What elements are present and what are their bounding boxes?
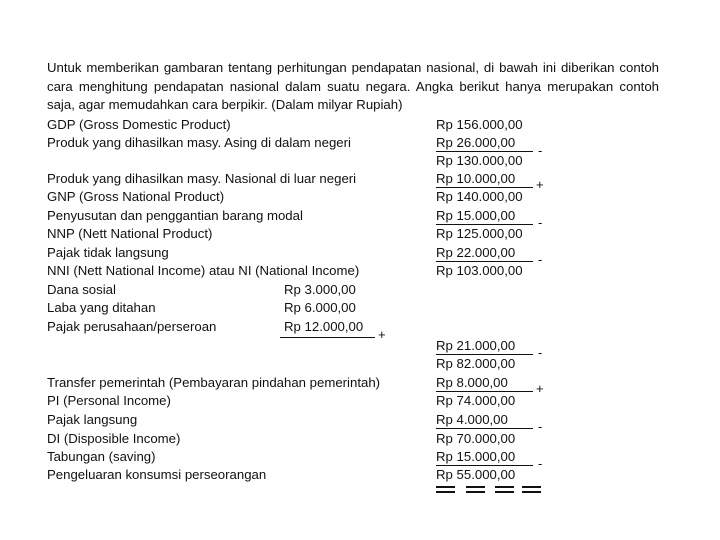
produk-nasional-amount: Rp 10.000,00 [436, 171, 516, 186]
tabungan-label: Tabungan (saving) [47, 449, 156, 464]
produk-asing-amount: Rp 26.000,00 [436, 135, 516, 150]
dana-sosial-amount: Rp 3.000,00 [284, 282, 356, 297]
subtotal-line [280, 337, 375, 338]
transfer-pemerintah-label: Transfer pemerintah (Pembayaran pindahan pemerintah) [47, 375, 381, 390]
minus-operator: - [538, 456, 543, 471]
laba-ditahan-amount: Rp 6.000,00 [284, 300, 356, 315]
nni-label: NNI (Nett National Income) atau NI (National Income) [47, 263, 360, 278]
pajak-perusahaan-label: Pajak perusahaan/perseroan [47, 319, 217, 334]
pajak-perusahaan-amount: Rp 12.000,00 [284, 319, 364, 334]
subtotal-line [436, 391, 533, 392]
double-underline [522, 486, 541, 493]
konsumsi-label: Pengeluaran konsumsi perseorangan [47, 467, 267, 482]
nnp-label: NNP (Nett National Product) [47, 226, 213, 241]
subtotal-line [436, 224, 533, 225]
plus-operator: + [536, 177, 544, 192]
double-underline [466, 486, 485, 493]
plus-operator: + [536, 381, 544, 396]
pajak-langsung-amount: Rp 4.000,00 [436, 412, 508, 427]
dana-sosial-label: Dana sosial [47, 282, 116, 297]
gdp-label: GDP (Gross Domestic Product) [47, 117, 231, 132]
penyusutan-amount: Rp 15.000,00 [436, 208, 516, 223]
pajak-tidak-langsung-label: Pajak tidak langsung [47, 245, 169, 260]
subtotal-line [436, 151, 533, 152]
subtotal-130-amount: Rp 130.000,00 [436, 153, 523, 168]
gdp-amount: Rp 156.000,00 [436, 117, 523, 132]
double-underline [436, 486, 455, 493]
pi-label: PI (Personal Income) [47, 393, 171, 408]
pajak-tidak-langsung-amount: Rp 22.000,00 [436, 245, 516, 260]
minus-operator: - [538, 252, 543, 267]
di-amount: Rp 70.000,00 [436, 431, 516, 446]
nni-amount: Rp 103.000,00 [436, 263, 523, 278]
subtotal-line [436, 261, 533, 262]
subtotal-82-amount: Rp 82.000,00 [436, 356, 516, 371]
minus-operator: - [538, 345, 543, 360]
gnp-label: GNP (Gross National Product) [47, 189, 225, 204]
subtotal-line [436, 187, 533, 188]
minus-operator: - [538, 215, 543, 230]
penyusutan-label: Penyusutan dan penggantian barang modal [47, 208, 303, 223]
tabungan-amount: Rp 15.000,00 [436, 449, 516, 464]
minus-operator: - [538, 143, 543, 158]
produk-nasional-label: Produk yang dihasilkan masy. Nasional di luar negeri [47, 171, 357, 186]
subtotal-line [436, 354, 533, 355]
di-label: DI (Disposible Income) [47, 431, 181, 446]
intro-paragraph: Untuk memberikan gambaran tentang perhitungan pendapatan nasional, di bawah ini diberikan contoh cara menghitung pendapatan nasional dalam suatu negara. Angka berikut hanya merupakan contoh saja, agar memudahkan cara berpikir. (Dalam milyar Rupiah) [47, 60, 659, 112]
gnp-amount: Rp 140.000,00 [436, 189, 523, 204]
produk-asing-label: Produk yang dihasilkan masy. Asing di dalam negeri [47, 135, 351, 150]
transfer-pemerintah-amount: Rp 8.000,00 [436, 375, 508, 390]
pi-amount: Rp 74.000,00 [436, 393, 516, 408]
konsumsi-amount: Rp 55.000,00 [436, 467, 516, 482]
total-21-amount: Rp 21.000,00 [436, 338, 516, 353]
subtotal-line [436, 465, 533, 466]
pajak-langsung-label: Pajak langsung [47, 412, 138, 427]
subtotal-line [436, 428, 533, 429]
laba-ditahan-label: Laba yang ditahan [47, 300, 156, 315]
nnp-amount: Rp 125.000,00 [436, 226, 523, 241]
plus-operator: + [378, 327, 386, 342]
double-underline [495, 486, 514, 493]
minus-operator: - [538, 419, 543, 434]
